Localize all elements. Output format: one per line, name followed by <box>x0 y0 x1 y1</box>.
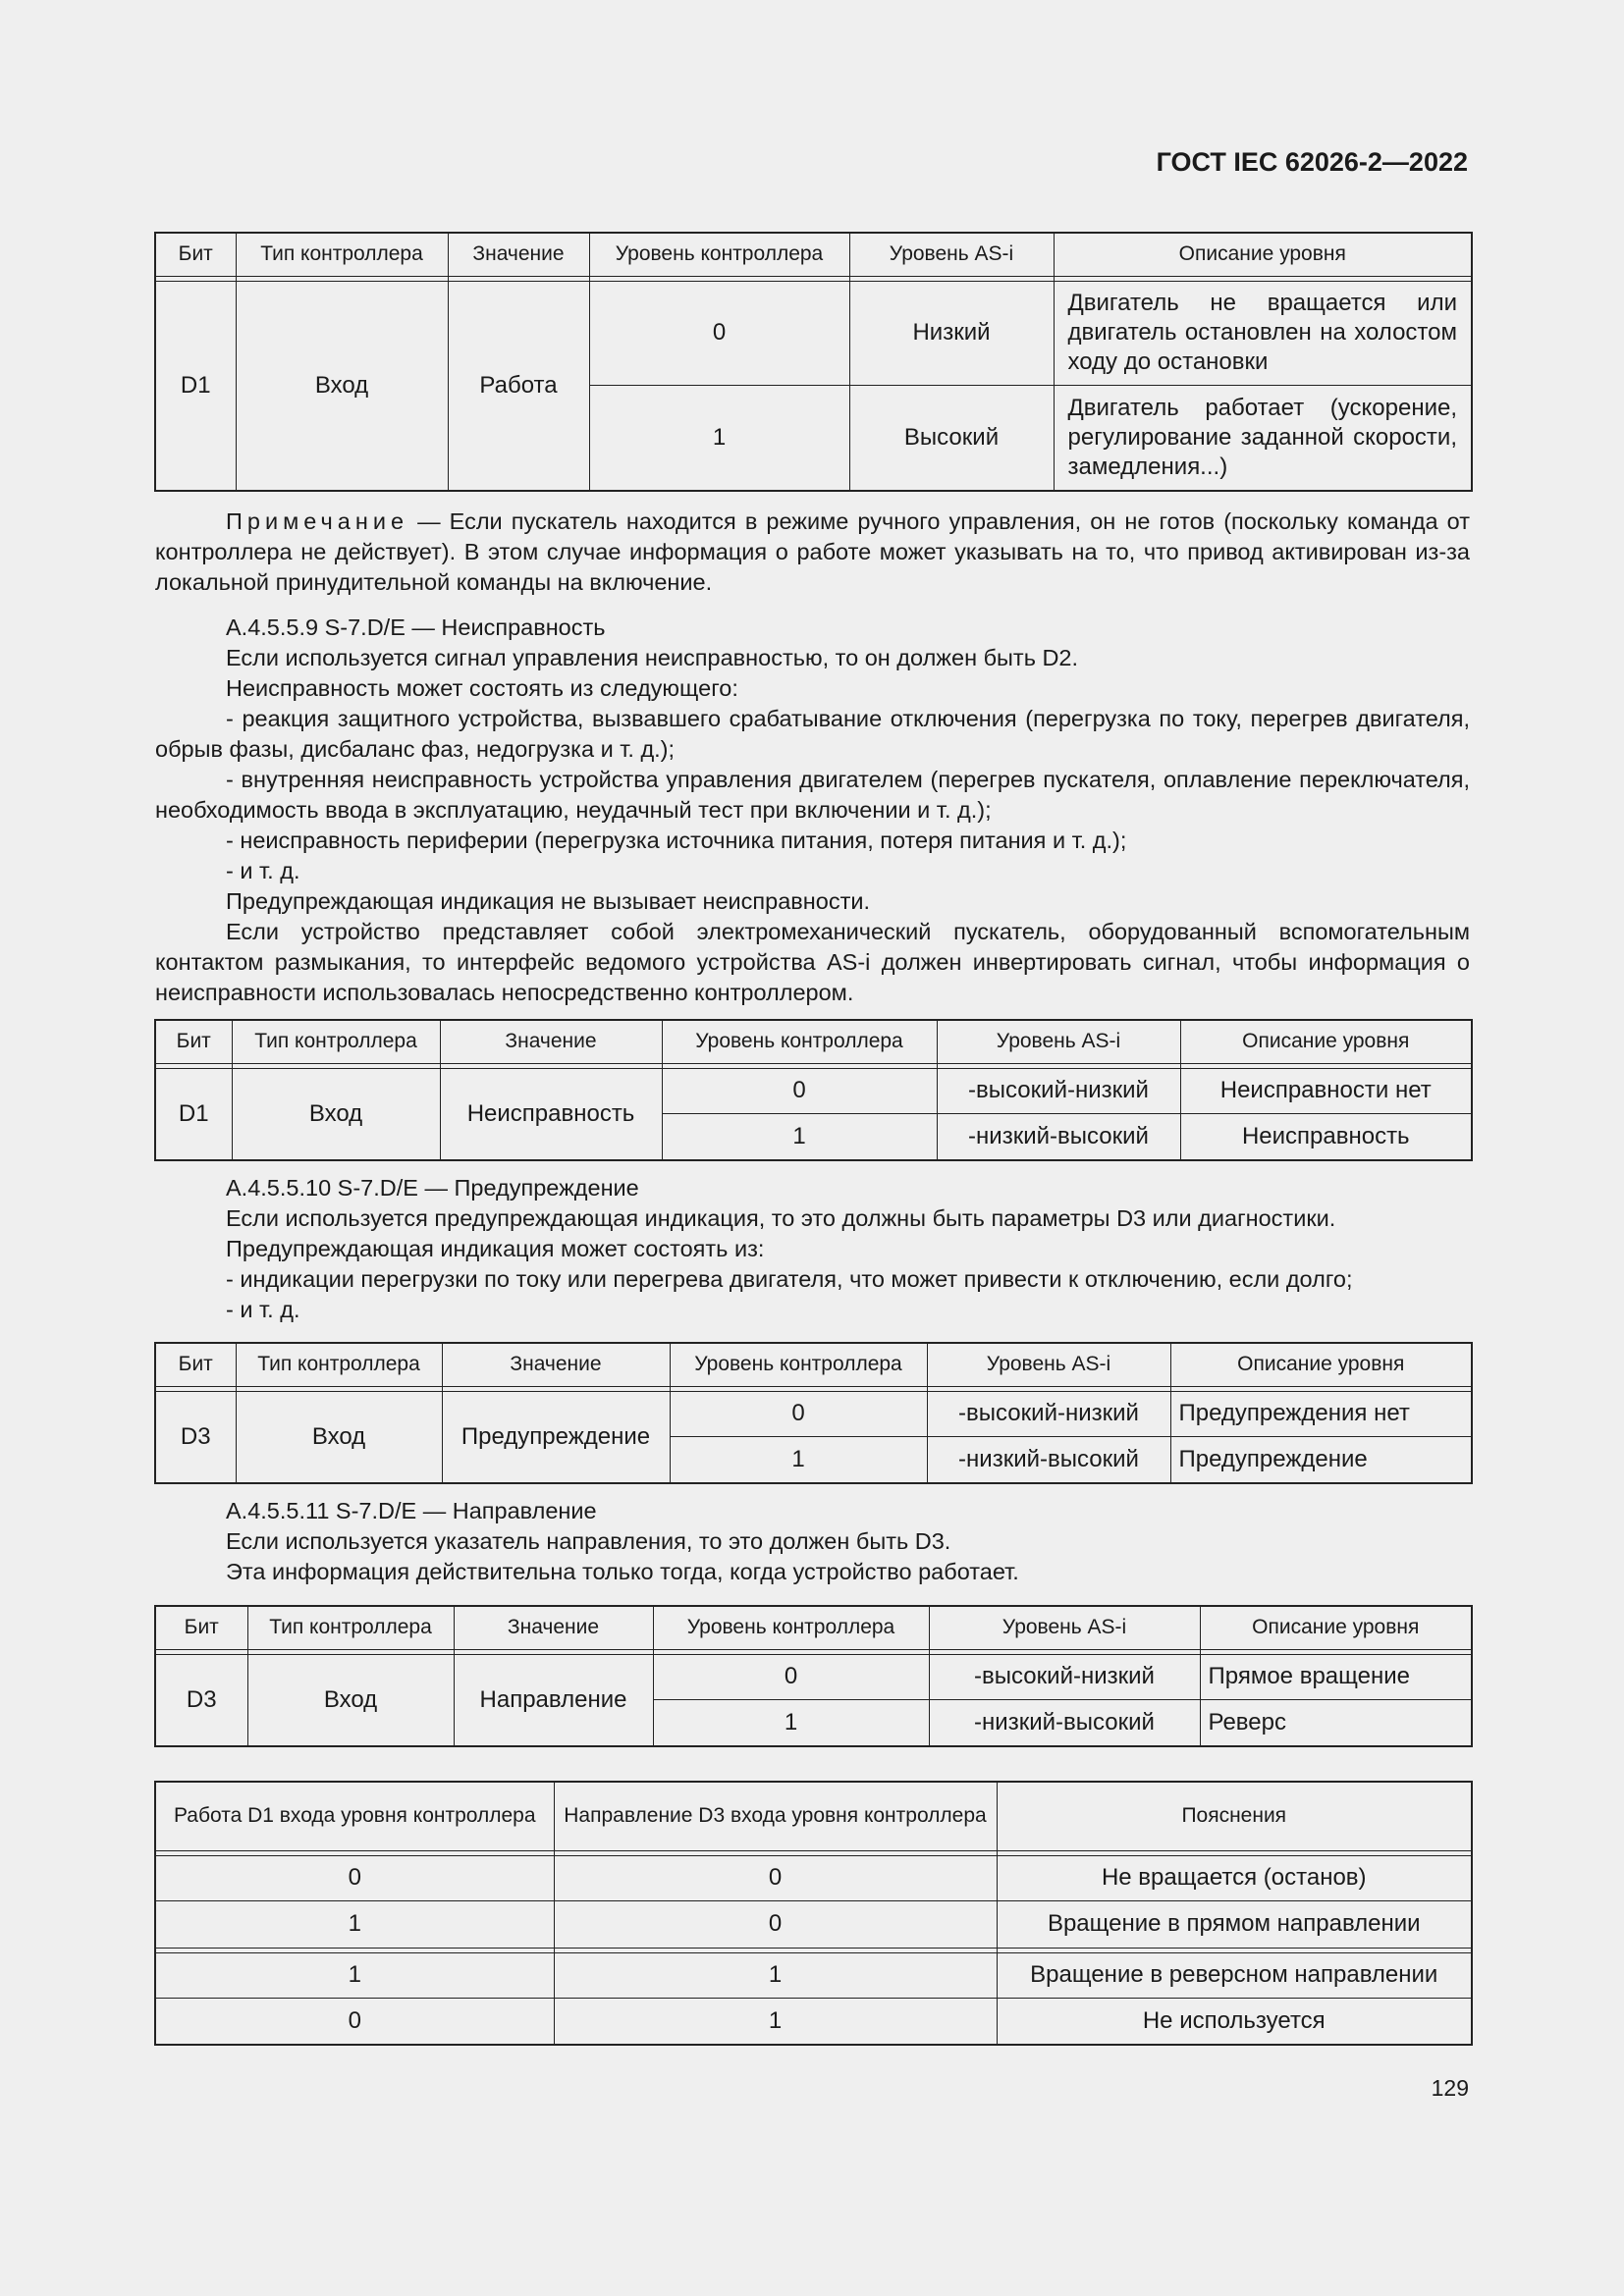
paragraph: Если используется сигнал управления неисправностью, то он должен быть D2. <box>226 645 1079 670</box>
cell-asi-level: -высокий-низкий <box>927 1391 1170 1436</box>
cell-bit: D1 <box>155 1068 232 1160</box>
paragraph: - реакция защитного устройства, вызвавшего срабатывание отключения (перегрузка по току, перегрев двигателя, обрыв фазы, дисбаланс фаз, недогрузка и т. д.); <box>155 706 1470 762</box>
col-header-asi-level: Уровень AS-i <box>849 233 1054 276</box>
cell-value: Направление <box>454 1654 653 1746</box>
cell-ctrl-level: 1 <box>589 385 849 491</box>
cell-type: Вход <box>232 1068 440 1160</box>
paragraph: - индикации перегрузки по току или перегрева двигателя, что может привести к отключению, если долго; <box>226 1266 1353 1292</box>
note-paragraph <box>155 507 1470 598</box>
cell-description: Двигатель работает (ускорение, регулирование заданной скорости, замедления...) <box>1054 385 1472 491</box>
col-header-type: Тип контроллера <box>232 1020 440 1063</box>
cell-asi-level: -высокий-низкий <box>937 1068 1180 1113</box>
col-header-bit: Бит <box>155 1343 236 1386</box>
cell-type: Вход <box>247 1654 454 1746</box>
cell-description: Предупреждение <box>1170 1436 1472 1483</box>
cell-explanation: Вращение в прямом направлении <box>997 1900 1472 1948</box>
cell-description: Неисправность <box>1180 1113 1472 1160</box>
section-direction <box>155 1496 1470 1587</box>
section-warning <box>155 1173 1470 1325</box>
cell-d3: 0 <box>554 1900 997 1948</box>
cell-explanation: Не вращается (останов) <box>997 1855 1472 1900</box>
paragraph: Предупреждающая индикация не вызывает неисправности. <box>226 888 870 914</box>
paragraph: Если используется указатель направления, то это должен быть D3. <box>226 1528 951 1554</box>
document-header: ГОСТ IEC 62026-2—2022 <box>1156 147 1468 177</box>
col-header-ctrl-level: Уровень контроллера <box>662 1020 937 1063</box>
col-header-value: Значение <box>442 1343 670 1386</box>
col-header-description: Описание уровня <box>1200 1606 1472 1649</box>
cell-description: Прямое вращение <box>1200 1654 1472 1699</box>
col-header-type: Тип контроллера <box>236 233 448 276</box>
section-title: A.4.5.5.11 S-7.D/E — Направление <box>226 1498 597 1523</box>
cell-d3: 1 <box>554 1952 997 1998</box>
paragraph: Если устройство представляет собой электромеханический пускатель, оборудованный вспомогательным контактом размыкания, то интерфейс ведомого устройства AS-i должен инвертировать сигнал, чтобы информация о неисправности использовалась непосредственно контроллером. <box>155 919 1470 1005</box>
cell-type: Вход <box>236 1391 442 1483</box>
page-number: 129 <box>1431 2075 1469 2101</box>
cell-asi-level: -низкий-высокий <box>929 1699 1200 1746</box>
cell-asi-level: -высокий-низкий <box>929 1654 1200 1699</box>
table-direction <box>154 1605 1473 1747</box>
col-header-value: Значение <box>454 1606 653 1649</box>
col-header-d3: Направление D3 входа уровня контроллера <box>554 1782 997 1850</box>
cell-ctrl-level: 0 <box>662 1068 937 1113</box>
cell-ctrl-level: 0 <box>589 281 849 385</box>
col-header-ctrl-level: Уровень контроллера <box>670 1343 927 1386</box>
cell-asi-level: Высокий <box>849 385 1054 491</box>
cell-d3: 1 <box>554 1998 997 2045</box>
col-header-description: Описание уровня <box>1180 1020 1472 1063</box>
paragraph: - и т. д. <box>226 1297 300 1322</box>
cell-value: Предупреждение <box>442 1391 670 1483</box>
cell-description: Двигатель не вращается или двигатель остановлен на холостом ходу до остановки <box>1054 281 1472 385</box>
table-work <box>154 232 1473 492</box>
cell-ctrl-level: 0 <box>653 1654 929 1699</box>
col-header-explanation: Пояснения <box>997 1782 1472 1850</box>
paragraph: - внутренняя неисправность устройства управления двигателем (перегрев пускателя, оплавление переключателя, необходимость ввода в эксплуатацию, неудачный тест при включении и т. д.); <box>155 767 1470 823</box>
paragraph: Предупреждающая индикация может состоять из: <box>226 1236 765 1261</box>
col-header-asi-level: Уровень AS-i <box>929 1606 1200 1649</box>
col-header-ctrl-level: Уровень контроллера <box>589 233 849 276</box>
table-warning <box>154 1342 1473 1484</box>
col-header-asi-level: Уровень AS-i <box>937 1020 1180 1063</box>
cell-asi-level: -низкий-высокий <box>937 1113 1180 1160</box>
cell-asi-level: Низкий <box>849 281 1054 385</box>
col-header-bit: Бит <box>155 1606 247 1649</box>
cell-ctrl-level: 1 <box>670 1436 927 1483</box>
cell-bit: D3 <box>155 1654 247 1746</box>
col-header-type: Тип контроллера <box>247 1606 454 1649</box>
col-header-value: Значение <box>448 233 589 276</box>
section-title: A.4.5.5.9 S-7.D/E — Неисправность <box>226 614 606 640</box>
cell-d1: 0 <box>155 1998 554 2045</box>
paragraph: - неисправность периферии (перегрузка источника питания, потеря питания и т. д.); <box>226 828 1127 853</box>
cell-ctrl-level: 1 <box>653 1699 929 1746</box>
cell-d1: 1 <box>155 1900 554 1948</box>
cell-bit: D1 <box>155 281 236 491</box>
col-header-bit: Бит <box>155 1020 232 1063</box>
cell-ctrl-level: 0 <box>670 1391 927 1436</box>
cell-explanation: Вращение в реверсном направлении <box>997 1952 1472 1998</box>
cell-ctrl-level: 1 <box>662 1113 937 1160</box>
col-header-description: Описание уровня <box>1170 1343 1472 1386</box>
col-header-asi-level: Уровень AS-i <box>927 1343 1170 1386</box>
col-header-bit: Бит <box>155 233 236 276</box>
cell-d1: 1 <box>155 1952 554 1998</box>
cell-description: Предупреждения нет <box>1170 1391 1472 1436</box>
cell-explanation: Не используется <box>997 1998 1472 2045</box>
cell-description: Реверс <box>1200 1699 1472 1746</box>
note-label: Примечание <box>226 508 409 534</box>
note-text: — Если пускатель находится в режиме ручного управления, он не готов (поскольку команда от контроллера не действует). В этом случае информация о работе может указывать на то, что привод активирован из-за локальной принудительной команды на включение. <box>155 508 1470 595</box>
section-title: A.4.5.5.10 S-7.D/E — Предупреждение <box>226 1175 639 1201</box>
cell-d3: 0 <box>554 1855 997 1900</box>
section-fault <box>155 613 1470 1008</box>
paragraph: - и т. д. <box>226 858 300 883</box>
cell-type: Вход <box>236 281 448 491</box>
paragraph: Эта информация действительна только тогда, когда устройство работает. <box>226 1559 1019 1584</box>
col-header-type: Тип контроллера <box>236 1343 442 1386</box>
cell-bit: D3 <box>155 1391 236 1483</box>
paragraph: Если используется предупреждающая индикация, то это должны быть параметры D3 или диагностики. <box>226 1205 1336 1231</box>
col-header-value: Значение <box>440 1020 662 1063</box>
cell-d1: 0 <box>155 1855 554 1900</box>
table-fault <box>154 1019 1473 1161</box>
cell-description: Неисправности нет <box>1180 1068 1472 1113</box>
cell-value: Работа <box>448 281 589 491</box>
col-header-description: Описание уровня <box>1054 233 1472 276</box>
col-header-d1: Работа D1 входа уровня контроллера <box>155 1782 554 1850</box>
col-header-ctrl-level: Уровень контроллера <box>653 1606 929 1649</box>
cell-asi-level: -низкий-высокий <box>927 1436 1170 1483</box>
table-truth <box>154 1781 1473 2046</box>
paragraph: Неисправность может состоять из следующего: <box>226 675 738 701</box>
cell-value: Неисправность <box>440 1068 662 1160</box>
